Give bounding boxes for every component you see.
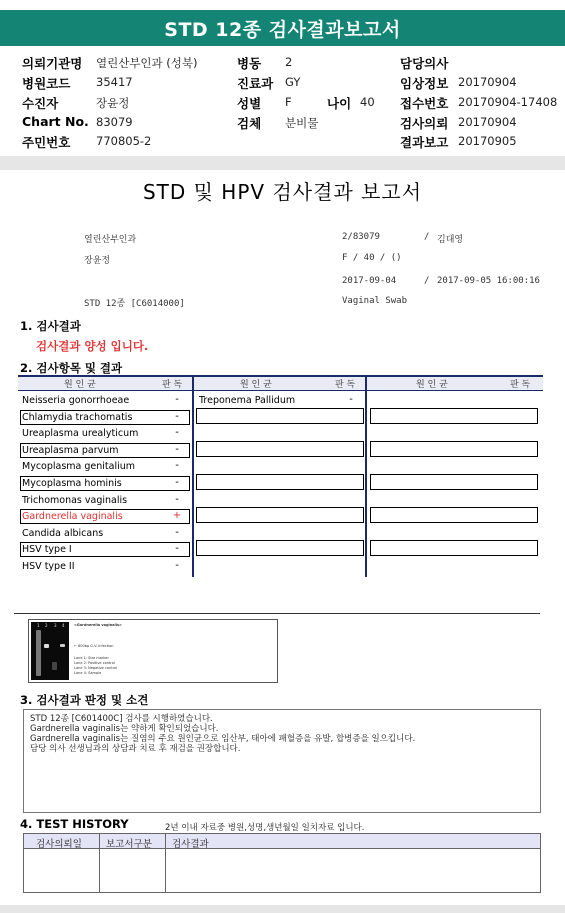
report-clinic: 열린산부인과 bbox=[84, 235, 137, 245]
report-separator: / bbox=[424, 232, 430, 242]
empty-cell bbox=[196, 441, 364, 457]
report-test-code: STD 12종 [C6014000] bbox=[84, 299, 185, 309]
report-specimen: Vaginal Swab bbox=[342, 296, 408, 306]
receipt-value: 20170904-17408 bbox=[458, 95, 558, 109]
section-3-title: 3. 검사결과 판정 및 소견 bbox=[20, 693, 149, 707]
organism-result: - bbox=[175, 477, 179, 488]
request-label: 검사의뢰 bbox=[400, 116, 449, 131]
request-value: 20170904 bbox=[458, 115, 517, 129]
report-date-value: 20170905 bbox=[458, 134, 517, 148]
report-sex-age: F / 40 / () bbox=[342, 253, 402, 263]
organism-name: HSV type I bbox=[22, 544, 72, 556]
gel-band bbox=[52, 662, 57, 670]
section-divider bbox=[0, 156, 565, 170]
resident-value: 770805-2 bbox=[96, 134, 152, 148]
dept-label: 진료과 bbox=[237, 76, 274, 91]
lane-number: 2 bbox=[45, 623, 48, 628]
receipt-label: 접수번호 bbox=[400, 96, 449, 111]
gel-electrophoresis-image bbox=[28, 619, 278, 683]
report-doctor: 김대영 bbox=[437, 235, 464, 245]
footer-band bbox=[0, 905, 565, 913]
report-header-title: STD 12종 검사결과보고서 bbox=[0, 10, 565, 46]
opinion-line: 담당 의사 선생님과의 상담과 치료 후 재검을 권장합니다. bbox=[30, 744, 241, 754]
organism-name: Ureaplasma parvum bbox=[22, 444, 119, 456]
report-date-request: 2017-09-04 bbox=[342, 276, 397, 286]
organism-name: Candida albicans bbox=[22, 527, 104, 539]
opinion-line: STD 12종 [C601400C] 검사를 시행하였습니다. bbox=[30, 714, 213, 724]
patient-value: 장윤정 bbox=[96, 96, 130, 110]
code-label: 병원코드 bbox=[22, 76, 71, 91]
age-label: 나이 bbox=[327, 96, 352, 111]
gel-band-label: ← 600bp G.V. infection bbox=[74, 644, 114, 648]
col2-result-header: 판 독 bbox=[335, 380, 356, 390]
gel-legend-4: Lane 4: Sample bbox=[74, 671, 102, 675]
history-note: 2년 이내 자료중 병원,성명,생년월일 일치자료 입니다. bbox=[165, 823, 365, 833]
patient-info-panel bbox=[0, 54, 565, 154]
organism-name: Chlamydia trachomatis bbox=[22, 411, 133, 423]
report-patient: 장윤정 bbox=[84, 256, 111, 266]
organism-name: Gardnerella vaginalis bbox=[22, 511, 123, 523]
opinion-line: Gardnerella vaginalis는 약하게 확인되었습니다. bbox=[30, 724, 219, 734]
patient-label: 수진자 bbox=[22, 96, 59, 111]
divider-line bbox=[14, 613, 540, 614]
organism-result: - bbox=[175, 526, 179, 538]
specimen-value: 분비물 bbox=[285, 116, 319, 130]
organism-name: Neisseria gonorrhoeae bbox=[22, 395, 130, 406]
report-date-label: 결과보고 bbox=[400, 135, 449, 150]
organism-result: - bbox=[175, 410, 179, 422]
sex-value: F bbox=[285, 95, 292, 109]
sex-label: 성별 bbox=[237, 96, 262, 111]
clinical-value: 20170904 bbox=[458, 75, 517, 89]
organism-result: - bbox=[175, 543, 179, 555]
age-value: 40 bbox=[360, 95, 375, 109]
report-date-report: 2017-09-05 16:00:16 bbox=[437, 276, 540, 286]
gel-legend-2: Lane 2: Positive control bbox=[74, 661, 115, 665]
clinical-label: 임상정보 bbox=[400, 76, 449, 91]
code-value: 35417 bbox=[96, 75, 133, 89]
organism-result: - bbox=[175, 493, 179, 505]
column-divider-2 bbox=[365, 377, 367, 577]
empty-cell bbox=[370, 408, 538, 424]
gel-lane-marker bbox=[36, 630, 41, 676]
lane-number: 3 bbox=[54, 623, 57, 628]
organism-result: - bbox=[175, 460, 179, 472]
organism-name: Mycoplasma hominis bbox=[22, 478, 122, 489]
col3-result-header: 판 독 bbox=[510, 380, 531, 390]
section-2-title: 2. 검사항목 및 결과 bbox=[20, 361, 123, 375]
ward-value: 2 bbox=[285, 55, 293, 69]
opinion-line: Gardnerella vaginalis는 질염의 주요 원인균으로 임산부, 태아에 패혈증을 유발, 합병증을 일으킵니다. bbox=[30, 734, 416, 744]
section-4-title: 4. TEST HISTORY bbox=[20, 817, 129, 831]
organism-name: HSV type II bbox=[22, 561, 75, 572]
gel-band bbox=[44, 644, 49, 648]
empty-cell bbox=[196, 474, 364, 490]
report-document bbox=[0, 170, 565, 913]
report-title: STD 및 HPV 검사결과 보고서 bbox=[142, 180, 423, 204]
empty-cell bbox=[196, 408, 364, 424]
gel-legend-3: Lane 3: Negative control bbox=[74, 666, 118, 670]
empty-cell bbox=[370, 474, 538, 490]
test-history-table bbox=[23, 833, 541, 893]
report-separator-2: / bbox=[424, 276, 430, 286]
organism-result: - bbox=[175, 560, 179, 571]
hospital-value: 열린산부인과 (성북) bbox=[96, 56, 198, 70]
dept-value: GY bbox=[285, 75, 301, 89]
col1-result-header: 판 독 bbox=[162, 380, 183, 390]
empty-cell bbox=[196, 507, 364, 523]
column-divider-1 bbox=[192, 377, 194, 577]
specimen-label: 검체 bbox=[237, 116, 262, 131]
section-1-title: 1. 검사결과 bbox=[20, 319, 81, 333]
report-chart-ref: 2/83079 bbox=[342, 232, 380, 242]
treponema-result: - bbox=[349, 394, 353, 405]
table-header-border bbox=[18, 390, 543, 391]
chart-label: Chart No. bbox=[22, 114, 89, 129]
history-header-request: 검사의뢰일 bbox=[36, 839, 82, 850]
hospital-label: 의뢰기관명 bbox=[22, 56, 83, 71]
treponema-organism: Treponema Pallidum bbox=[199, 395, 296, 406]
empty-cell bbox=[370, 540, 538, 556]
organism-name: Mycoplasma genitalium bbox=[22, 461, 136, 473]
col1-organism-header: 원 인 균 bbox=[64, 380, 96, 390]
history-header-type: 보고서구분 bbox=[106, 839, 152, 850]
organism-name: Trichomonas vaginalis bbox=[22, 494, 128, 506]
gel-legend-1: Lane 1: Size marker bbox=[74, 656, 109, 660]
results-table-header bbox=[18, 377, 543, 390]
organism-result: + bbox=[172, 510, 182, 522]
history-header-result: 검사결과 bbox=[172, 839, 209, 850]
col2-organism-header: 원 인 균 bbox=[240, 380, 272, 390]
doctor-label: 담당의사 bbox=[400, 56, 449, 71]
gel-photo bbox=[31, 622, 69, 680]
empty-cell bbox=[196, 540, 364, 556]
organism-result: - bbox=[175, 443, 179, 455]
lane-number: 1 bbox=[37, 623, 40, 628]
organism-result: - bbox=[175, 427, 179, 439]
organism-result: - bbox=[175, 394, 179, 405]
empty-cell bbox=[370, 507, 538, 523]
lane-number: 4 bbox=[62, 623, 65, 628]
col3-organism-header: 원 인 균 bbox=[416, 380, 448, 390]
gel-band bbox=[60, 644, 65, 647]
organism-name: Ureaplasma urealyticum bbox=[22, 428, 139, 440]
gel-caption: <Gardnerella vaginalis> bbox=[74, 623, 122, 627]
resident-label: 주민번호 bbox=[22, 135, 71, 150]
chart-value: 83079 bbox=[96, 115, 133, 129]
ward-label: 병동 bbox=[237, 56, 262, 71]
opinion-box bbox=[23, 709, 541, 813]
empty-cell bbox=[370, 441, 538, 457]
positive-result-text: 검사결과 양성 입니다. bbox=[36, 339, 149, 353]
